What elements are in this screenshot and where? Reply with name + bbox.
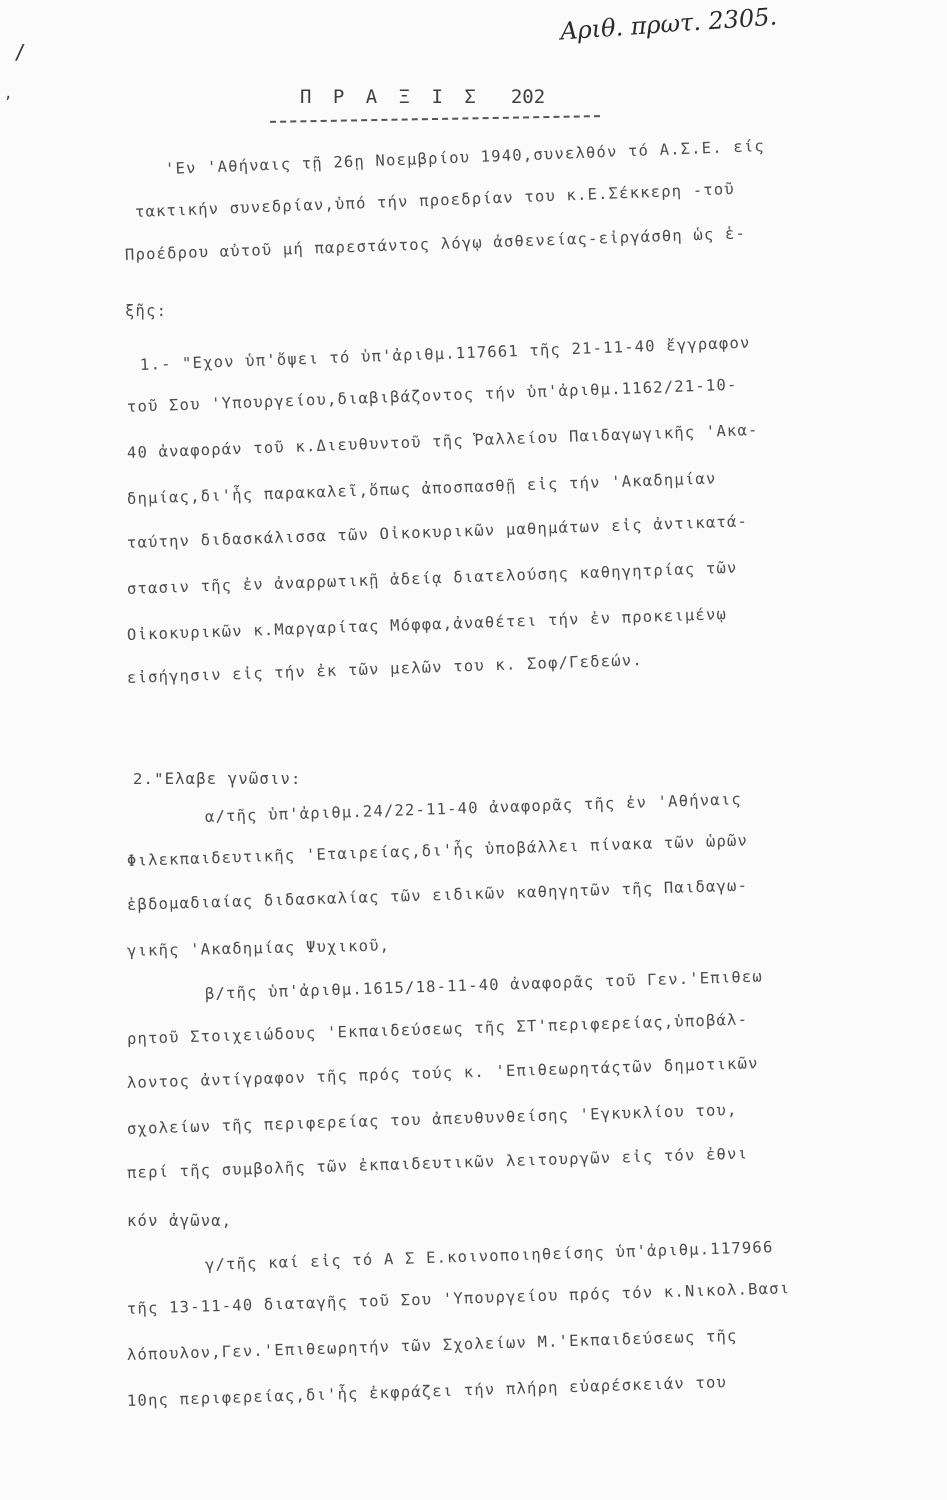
text-line-25: τῆς 13-11-40 διαταγῆς τοῦ Σου 'Υπουργείου πρός τόν κ.Νικολ.Βασι — [126, 1279, 791, 1318]
text-line-22: περί τῆς συμβολῆς τῶν ἐκπαιδευτικῶν λειτουργῶν εἰς τόν ἐθνι — [126, 1144, 749, 1182]
margin-dot: , — [4, 86, 13, 102]
text-line-19: ρητοῦ Στοιχειώδους 'Εκπαιδεύσεως τῆς ΣΤ'περιφερείας,ὑποβάλ- — [126, 1010, 749, 1048]
text-line-15: Φιλεκπαιδευτικῆς 'Εταιρείας,δι'ἧς ὑποβάλλει πίνακα τῶν ὡρῶν — [126, 831, 749, 870]
title-underline — [270, 115, 600, 123]
document-title — [300, 86, 545, 108]
text-line-14: α/τῆς ὑπ'ἀριθμ.24/22-11-40 ἀναφορᾶς τῆς ἐν 'Αθήναις — [204, 790, 743, 826]
text-line-11: Οἰκοκυρικῶν κ.Μαργαρίτας Μόφφα,ἀναθέτει τήν ἐν προκειμένῳ — [126, 605, 728, 644]
title-number: 202 — [510, 86, 546, 108]
text-line-4: ξῆς: — [125, 302, 168, 320]
text-line-3: Προέδρου αὐτοῦ μή παρεστάντος λόγῳ ἀσθενείας-εἰργάσθη ὡς ἑ- — [124, 224, 747, 264]
title-text: Π Ρ Α Ξ Ι Σ — [300, 86, 481, 108]
text-line-16: ἑβδομαδιαίας διδασκαλίας τῶν ειδικῶν καθηγητῶν τῆς Παιδαγω- — [126, 876, 749, 914]
text-line-8: δημίας,δι'ἧς παρακαλεῖ,ὅπως ἀποσπασθῇ εἰς τήν 'Ακαδημίαν — [126, 469, 717, 508]
text-line-18: β/τῆς ὑπ'ἀριθμ.1615/18-11-40 ἀναφορᾶς τοῦ Γεν.'Επιθεω — [204, 967, 764, 1003]
text-line-5: 1.- "Εχον ὑπ'ὄψει τό ὑπ'ἀριθμ.117661 τῆς 21-11-40 ἔγγραφον — [139, 333, 751, 374]
text-line-13: 2."Ελαβε γνῶσιν: — [133, 770, 302, 788]
text-line-1: 'Εν 'Αθήναις τῇ 26ῃ Νοεμβρίου 1940,συνελθόν τό Α.Σ.Ε. είς — [164, 136, 766, 178]
handwritten-reference-number: Αριθ. πρωτ. 2305. — [559, 2, 778, 46]
text-line-9: ταύτην διδασκάλισσα τῶν Οἰκοκυρικῶν μαθημάτων εἰς ἀντικατά- — [126, 512, 749, 552]
text-line-26: λόπουλον,Γεν.'Επιθεωρητήν τῶν Σχολείων Μ.'Εκπαιδεύσεως τῆς — [126, 1326, 738, 1364]
margin-mark: / — [14, 40, 27, 64]
text-line-10: στασιν τῆς ἐν ἀναρρωτικῇ ἀδείᾳ διατελούσης καθηγητρίας τῶν — [126, 558, 738, 598]
text-line-20: λοντος ἀντίγραφον τῆς πρός τούς κ. 'Επιθεωρητάςτῶν δημοτικῶν — [126, 1054, 759, 1092]
text-line-12: εἰσήγησιν εἰς τήν ἐκ τῶν μελῶν του κ. Σοφ/Γεδεών. — [126, 650, 644, 687]
text-line-17: γικῆς 'Ακαδημίας Ψυχικοῦ, — [126, 936, 391, 960]
text-line-21: σχολείων τῆς περιφερείας του ἀπευθυνθείσης 'Εγκυκλίου του, — [126, 1100, 738, 1138]
text-line-2: τακτικήν συνεδρίαν,ὑπό τήν προεδρίαν του κ.Ε.Σέκκερη -τοῦ — [134, 179, 736, 221]
text-line-6: τοῦ Σου 'Υπουργείου,διαβιβάζοντος τήν ὑπ'ἀριθμ.1162/21-10- — [126, 375, 738, 416]
text-line-27: 10ης περιφερείας,δι'ἧς ἐκφράζει τήν πλήρη εὐαρέσκειάν του — [126, 1373, 728, 1410]
text-line-7: 40 ἀναφοράν τοῦ κ.Διευθυντοῦ τῆς Ῥαλλείου Παιδαγωγικῆς 'Ακα- — [126, 420, 759, 462]
text-line-23: κόν ἀγῶνα, — [127, 1212, 233, 1230]
text-line-24: γ/τῆς καί εἰς τό Α Σ Ε.κοινοποιηθείσης ὑπ'ἀριθμ.117966 — [204, 1238, 774, 1274]
